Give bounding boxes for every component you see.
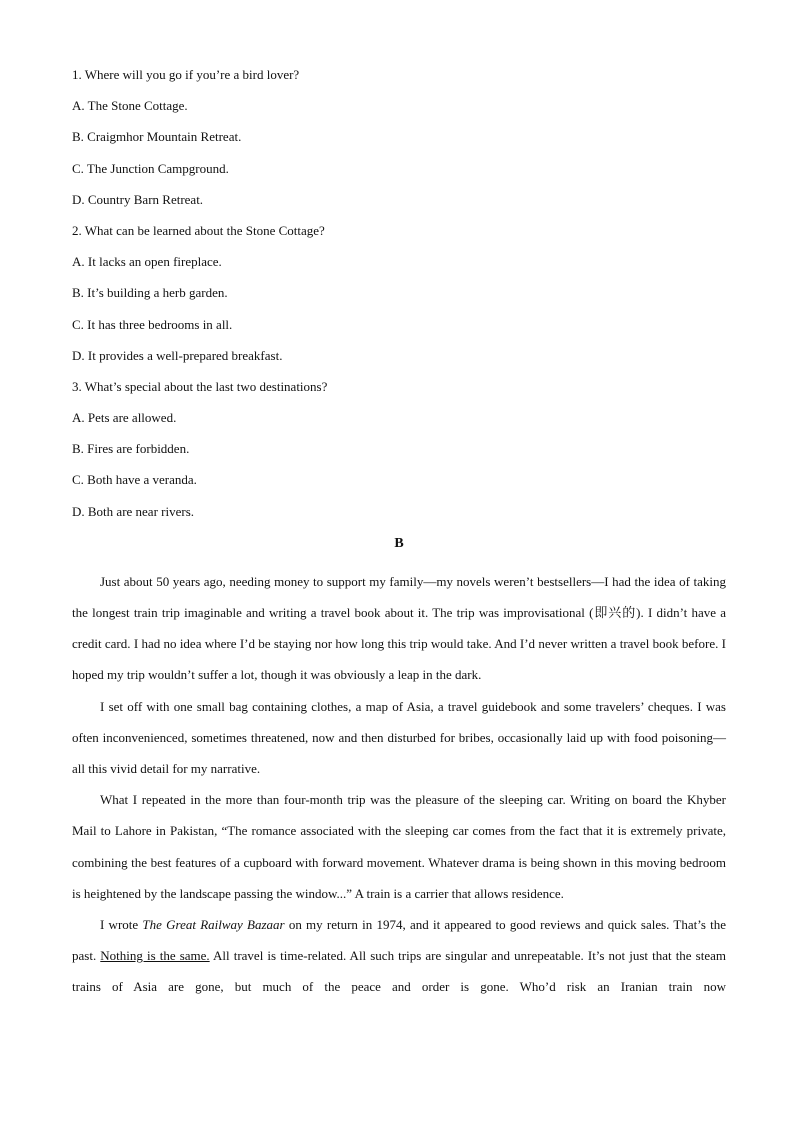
paragraph-4-text-a: I wrote xyxy=(100,917,143,933)
question-3-option-c: C. Both have a veranda. xyxy=(72,472,197,488)
question-1-option-a: A. The Stone Cottage. xyxy=(72,98,188,114)
document-page xyxy=(72,66,726,1003)
question-1-option-c: C. The Junction Campground. xyxy=(72,160,229,176)
question-3 xyxy=(72,378,726,534)
passage-paragraph-3: What I repeated in the more than four-month trip was the pleasure of the sleeping car. Writing on board the Khyber Mail to Lahore in Pakistan, “The romance associated with the sleeping car comes from the fact that it is extremely private, combining the best features of a cupboard with forward movement. Whatever drama is being shown in this moving bedroom is heightened by the landscape passing the window...” A train is a carrier that allows residence. xyxy=(72,792,726,901)
paragraph-4-text-b: on my return in 1974, and it appeared to good reviews and quick sales. That’s the past. xyxy=(72,917,726,964)
question-1 xyxy=(72,66,726,222)
question-2-option-b: B. It’s building a herb garden. xyxy=(72,285,228,301)
passage-paragraph-1: Just about 50 years ago, needing money to support my family—my novels weren’t bestsellers—I had the idea of taking the longest train trip imaginable and writing a travel book about it. The trip was improvisational (即兴的). I didn’t have a credit card. I had no idea where I’d be staying nor how long this trip would take. And I’d never written a travel book before. I hoped my trip wouldn’t suffer a lot, though it was obviously a leap in the dark. xyxy=(72,573,726,683)
underlined-phrase: Nothing is the same. xyxy=(100,948,210,964)
paragraph-4-text-c: All travel is time-related. All such trips are singular and unrepeatable. It’s not just that the steam trains of Asia are gone, but much of the peace and order is gone. Who’d risk an Iranian train now xyxy=(72,948,726,995)
question-2-option-c: C. It has three bedrooms in all. xyxy=(72,316,233,332)
question-3-option-b: B. Fires are forbidden. xyxy=(72,441,190,457)
question-1-option-b: B. Craigmhor Mountain Retreat. xyxy=(72,129,242,145)
question-2 xyxy=(72,222,726,378)
book-title: The Great Railway Bazaar xyxy=(142,917,285,933)
question-1-option-d: D. Country Barn Retreat. xyxy=(72,191,204,207)
question-3-option-a: A. Pets are allowed. xyxy=(72,410,177,426)
question-3-option-d: D. Both are near rivers. xyxy=(72,503,195,519)
question-1-stem: 1. Where will you go if you’re a bird lover? xyxy=(72,67,300,82)
question-3-stem: 3. What’s special about the last two destinations? xyxy=(72,378,328,394)
section-b-heading: B xyxy=(394,535,404,551)
question-2-stem: 2. What can be learned about the Stone Cottage? xyxy=(72,222,325,238)
question-2-option-a: A. It lacks an open fireplace. xyxy=(72,254,222,270)
passage-paragraph-2: I set off with one small bag containing clothes, a map of Asia, a travel guidebook and some travelers’ cheques. I was often inconvenienced, sometimes threatened, now and then disturbed for bribes, occasionally laid up with food poisoning—all this vivid detail for my narrative. xyxy=(72,698,726,777)
passage-paragraph-4 xyxy=(72,909,726,1003)
question-2-option-d: D. It provides a well-prepared breakfast. xyxy=(72,347,283,363)
